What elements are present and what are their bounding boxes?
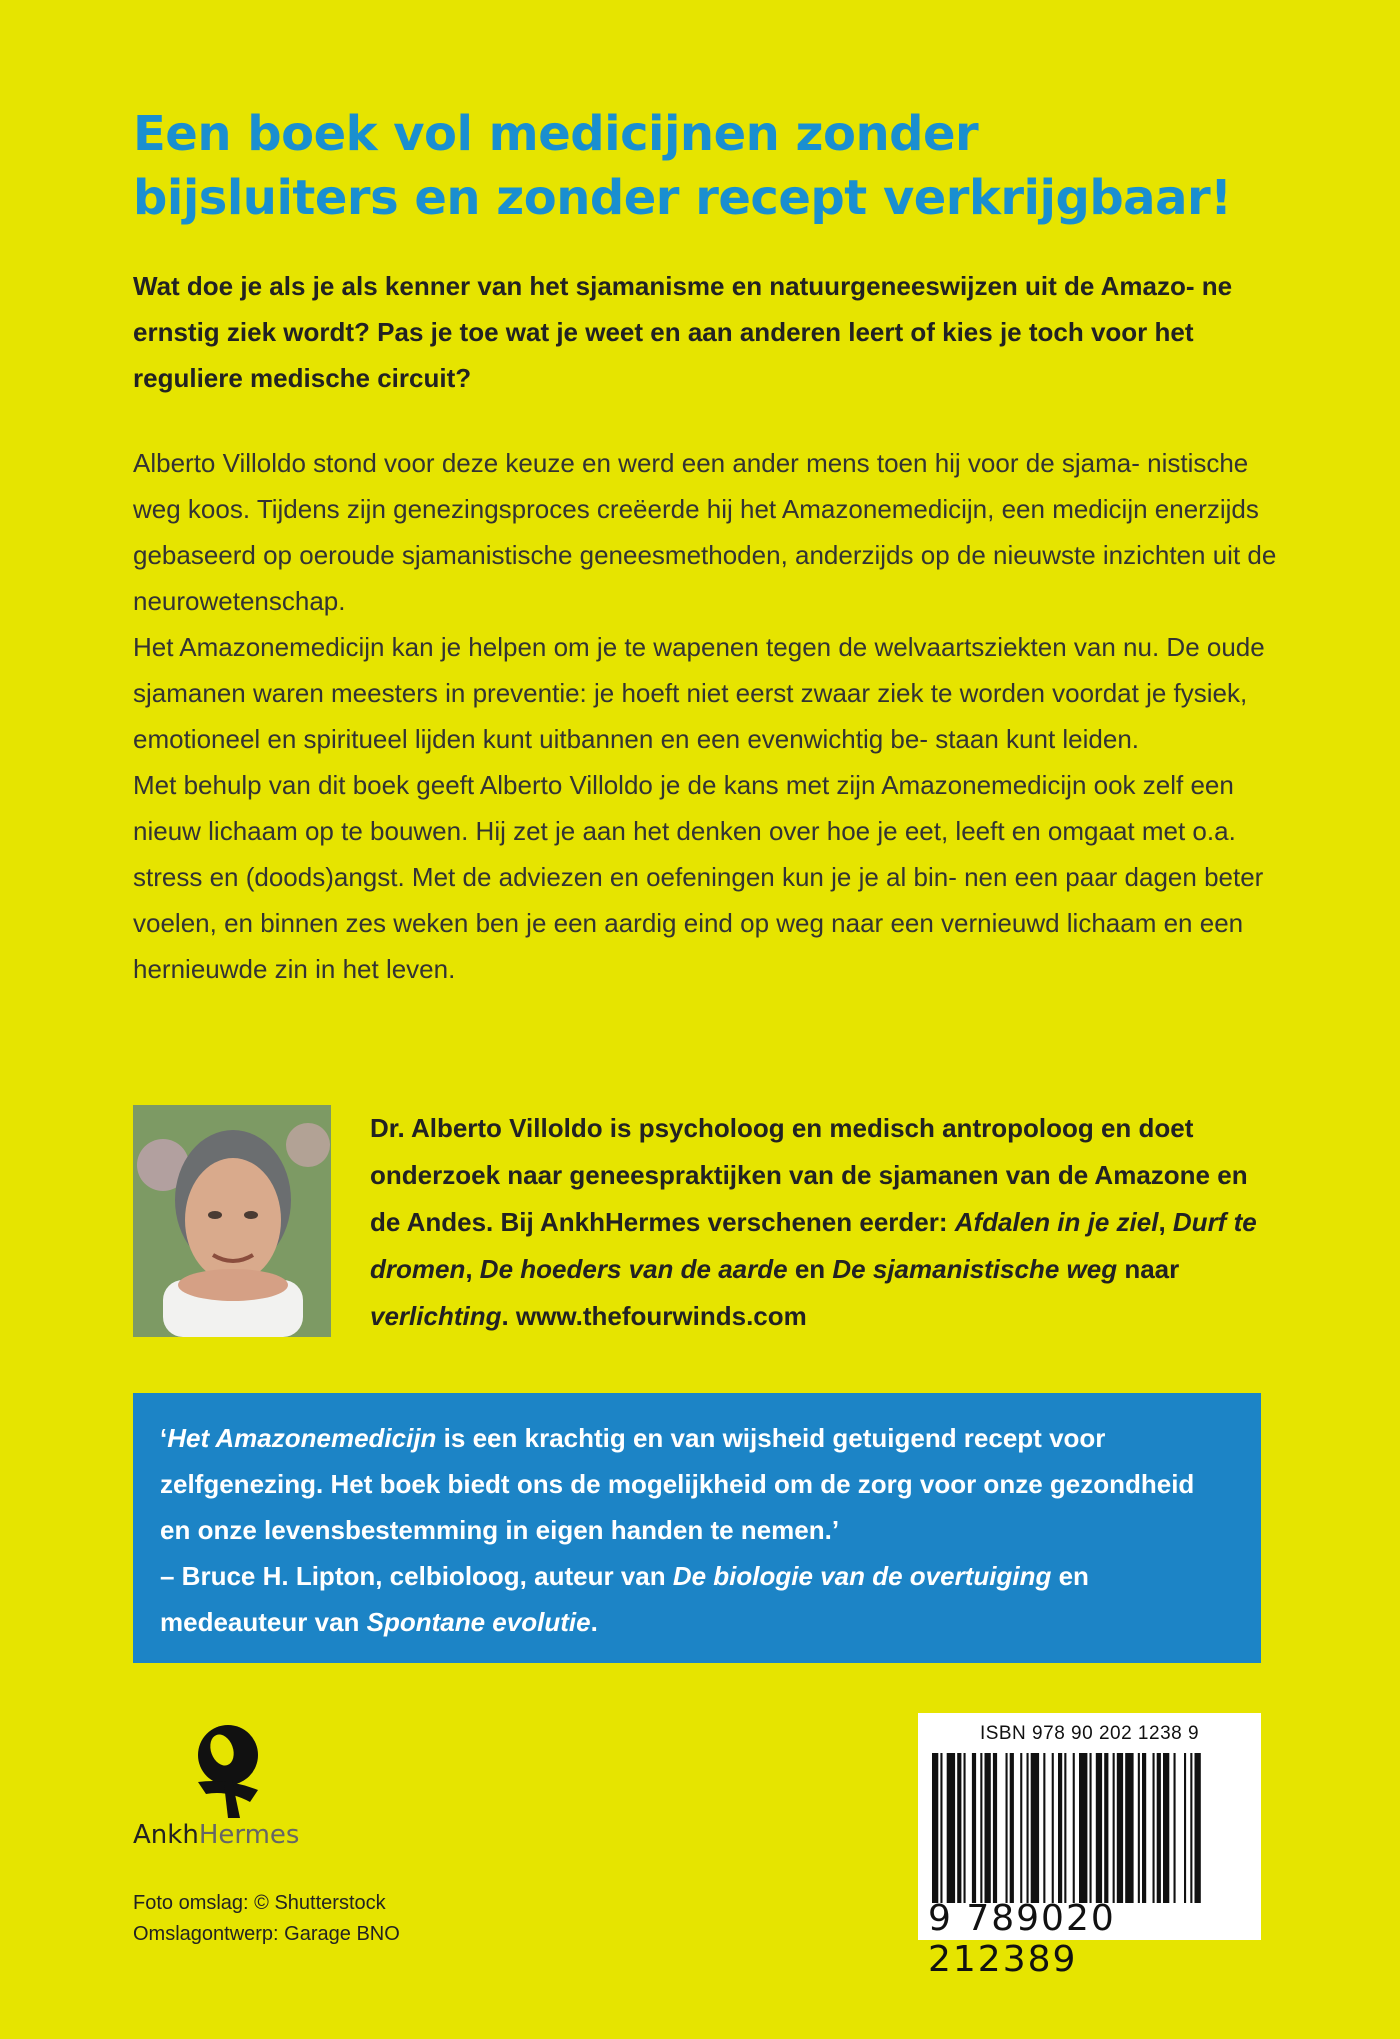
barcode-bar: [1190, 1753, 1192, 1903]
barcode-bar: [1184, 1753, 1186, 1903]
barcode-bar: [1020, 1753, 1022, 1903]
body-paragraph-1: Alberto Villoldo stond voor deze keuze en werd een ander mens toen hij voor de sjama- nistische weg koos. Tijdens zijn genezingsproces creëerde hij het Amazonemedicijn, een medicijn enerzijds gebaseerd op oeroude sjamanistische geneesmethoden, anderzijds op de nieuwste inzichten uit de neurowetenschap.: [133, 448, 1277, 616]
barcode-bar: [1073, 1753, 1075, 1903]
quote-mark: ‘: [160, 1423, 168, 1453]
barcode-bar: [993, 1753, 997, 1903]
body-text: [133, 440, 1283, 992]
publisher-name-part-2: Hermes: [198, 1820, 300, 1850]
book-title: Afdalen in je ziel: [954, 1207, 1159, 1237]
barcode-bar: [972, 1753, 976, 1903]
barcode-bar: [1043, 1753, 1045, 1903]
book-title: De hoeders van de aarde: [479, 1254, 788, 1284]
body-paragraph-2: Het Amazonemedicijn kan je helpen om je te wapenen tegen de welvaartsziekten van nu. De oude sjamanen waren meesters in preventie: je hoeft niet eerst zwaar ziek te worden voordat je fysiek, emotioneel en spiritueel lijden kunt uitbannen en een evenwichtig be- staan kunt leiden.: [133, 632, 1265, 754]
barcode-bar: [1052, 1753, 1054, 1903]
separator: ,: [1158, 1207, 1173, 1237]
publisher-logo: [133, 1720, 323, 1860]
isbn-digits: 9 789020 212389: [928, 1898, 1116, 1980]
headline-line-1: Een boek vol medicijnen zonder: [133, 106, 979, 162]
barcode-bar: [1153, 1753, 1155, 1903]
barcode-bar: [964, 1753, 966, 1903]
book-title: verlichting: [370, 1301, 502, 1331]
barcode-bar: [1174, 1753, 1176, 1903]
separator: en: [787, 1254, 833, 1284]
separator: ,: [465, 1254, 480, 1284]
barcode-bar: [940, 1753, 942, 1903]
book-title: Durf te dromen: [370, 1207, 1257, 1284]
barcode-bar: [1138, 1753, 1140, 1903]
barcode-bar: [1163, 1753, 1169, 1903]
publisher-name-part-1: Ankh: [133, 1820, 199, 1850]
barcode-bar: [1096, 1753, 1102, 1903]
website-text: . www.thefourwinds.com: [501, 1301, 807, 1331]
headline: [133, 102, 1313, 230]
quote-text: is een krachtig en van wijsheid getuigend recept voor zelfgenezing. Het boek biedt ons de mogelijkheid om de zorg voor onze gezondheid en onze levensbestemming in eigen handen te nemen.’: [160, 1423, 1195, 1545]
book-title: Het Amazonemedicijn: [167, 1423, 437, 1453]
isbn-label: ISBN 978 90 202 1238 9: [979, 1723, 1200, 1744]
photo-credit: Foto omslag: © Shutterstock: [133, 1892, 386, 1914]
isbn-barcode: [918, 1713, 1261, 1980]
design-credit: Omslagontwerp: Garage BNO: [133, 1923, 400, 1945]
publisher-name: [133, 1820, 299, 1850]
barcode-bar: [957, 1753, 961, 1903]
barcode-bar: [1006, 1753, 1008, 1903]
book-title: Spontane evolutie: [366, 1607, 591, 1637]
barcode-bar: [1027, 1753, 1029, 1903]
barcode-bar: [1104, 1753, 1108, 1903]
barcode-bar: [1058, 1753, 1062, 1903]
headline-line-2: bijsluiters en zonder recept verkrijgbaar!: [133, 170, 1232, 226]
barcode-bar: [1157, 1753, 1161, 1903]
barcode-bar: [980, 1753, 982, 1903]
ankh-logo-icon: [188, 1720, 268, 1820]
credits: [133, 1888, 400, 1950]
barcode-bars: [932, 1753, 1247, 1903]
separator: naar: [1117, 1254, 1180, 1284]
barcode-bar: [1125, 1753, 1133, 1903]
barcode-bar: [1090, 1753, 1092, 1903]
barcode-bar: [1195, 1753, 1201, 1903]
book-title: De sjamanistische weg: [832, 1254, 1118, 1284]
body-paragraph-3: Met behulp van dit boek geeft Alberto Villoldo je de kans met zijn Amazonemedicijn ook zelf een nieuw lichaam op te bouwen. Hij zet je aan het denken over hoe je eet, leeft en omgaat met o.a. stress en (doods)angst. Met de adviezen en oefeningen kun je je al bin- nen een paar dagen beter voelen, en binnen zes weken ben je een aardig eind op weg naar een vernieuwd lichaam en een hernieuwde zin in het leven.: [133, 770, 1264, 984]
barcode-bar: [1064, 1753, 1066, 1903]
barcode-bar: [1031, 1753, 1039, 1903]
attribution-end: .: [590, 1607, 598, 1637]
attribution: en medeauteur van: [160, 1561, 1089, 1637]
intro-paragraph: Wat doe je als je als kenner van het sjamanisme en natuurgeneeswijzen uit de Amazo- ne ernstig ziek wordt? Pas je toe wat je weet en aan anderen leert of kies je toch voor het reguliere medische circuit?: [133, 271, 1233, 393]
barcode-bar: [1113, 1753, 1115, 1903]
barcode-bar: [1079, 1753, 1087, 1903]
barcode-bar: [1010, 1753, 1014, 1903]
bio-text: Dr. Alberto Villoldo is psycholoog en medisch antropoloog en doet onderzoek naar geneespraktijken van de sjamanen van de Amazone en de Andes. Bij AnkhHermes verschenen eerder:: [370, 1113, 1248, 1237]
testimonial-box: [133, 1393, 1261, 1663]
author-bio: [370, 1105, 1270, 1340]
barcode-bar: [1142, 1753, 1146, 1903]
barcode-bar: [985, 1753, 991, 1903]
attribution: – Bruce H. Lipton, celbioloog, auteur van: [160, 1561, 673, 1591]
author-photo: [133, 1105, 331, 1337]
book-title: De biologie van de overtuiging: [672, 1561, 1052, 1591]
barcode-bar: [932, 1753, 938, 1903]
barcode-bar: [1117, 1753, 1123, 1903]
barcode-bar: [947, 1753, 955, 1903]
